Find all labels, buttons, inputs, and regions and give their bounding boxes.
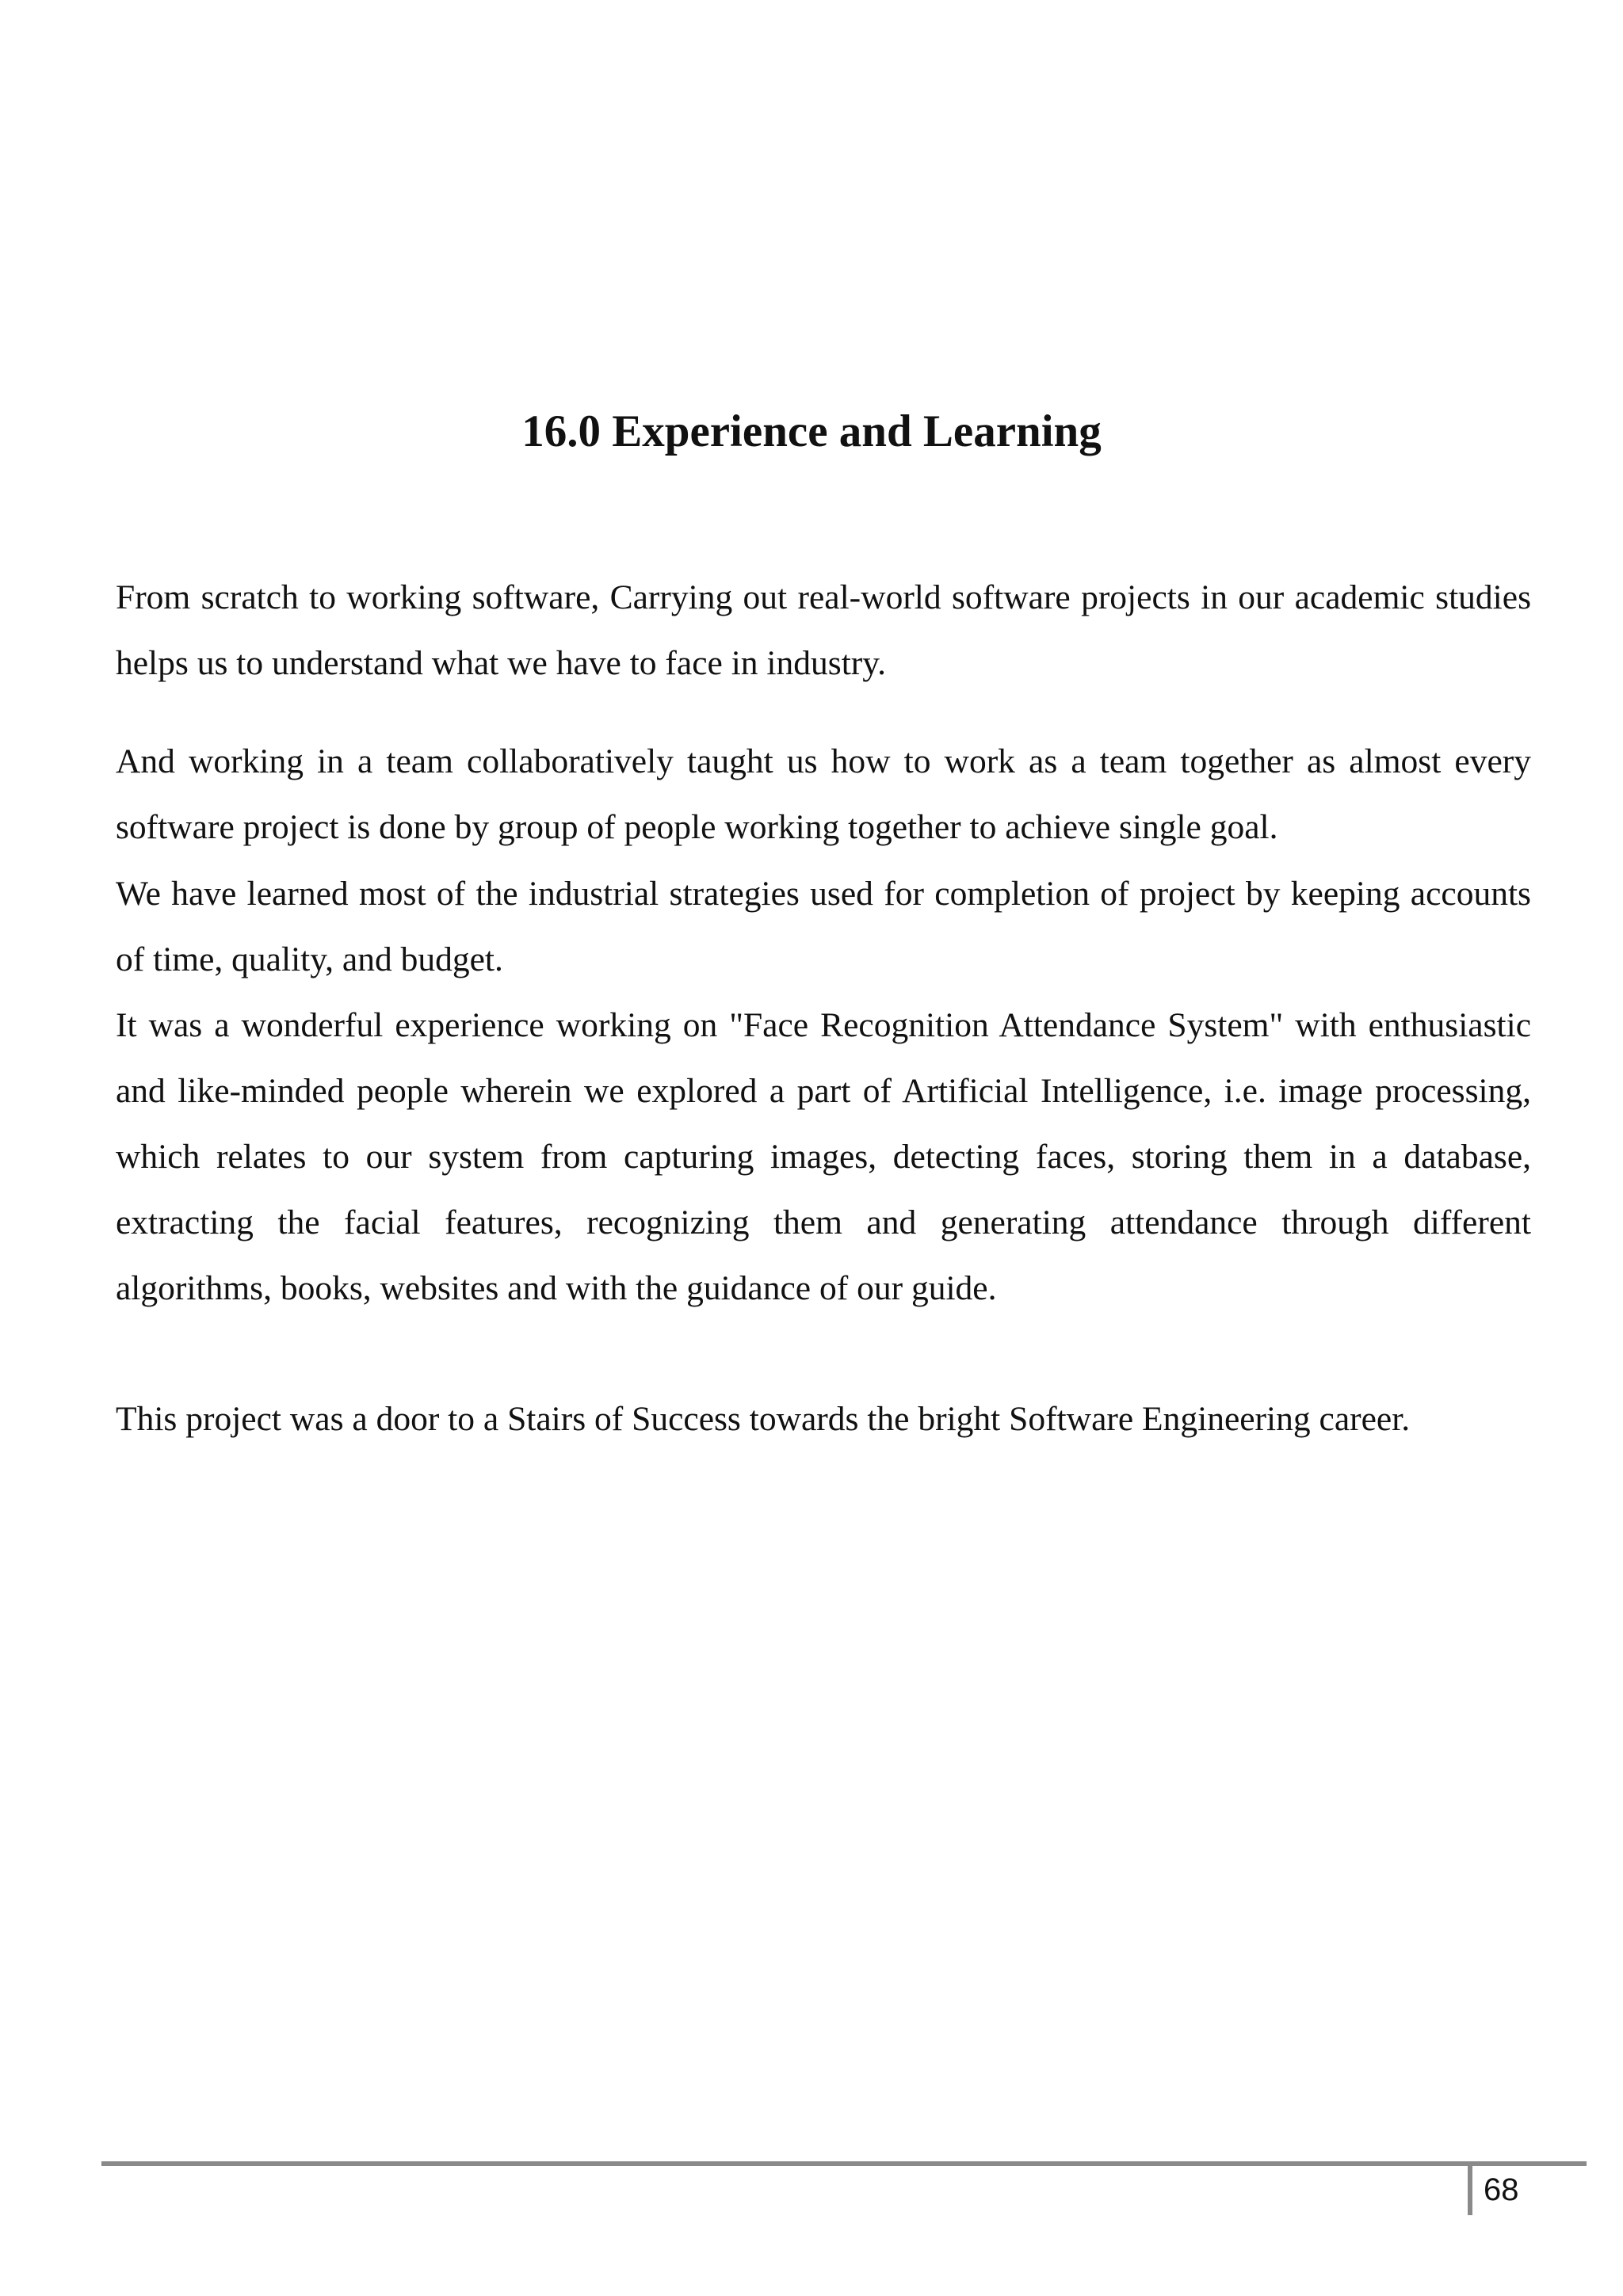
page-number-divider: [1468, 2166, 1472, 2215]
page-number: 68: [1484, 2172, 1519, 2207]
paragraph-experience: It was a wonderful experience working on "Face Recognition Attendance System" with enthusiastic and like-minded people wherein we explored a part of Artificial Intelligence, i.e. image processing, which relates to our system from capturing images, detecting faces, storing them in a database, extracting the facial features, recognizing them and generating attendance through different algorithms, books, websites and with the guidance of our guide.: [116, 1006, 1531, 1307]
footer-divider: [101, 2161, 1587, 2166]
paragraph-teamwork: And working in a team collaboratively taught us how to work as a team together as almost every software project is done by group of people working together to achieve single goal.: [116, 742, 1531, 846]
paragraph-conclusion: This project was a door to a Stairs of Success towards the bright Software Engineering career.: [116, 1400, 1411, 1438]
paragraph-intro: From scratch to working software, Carrying out real-world software projects in our academic studies helps us to understand what we have to face in industry.: [116, 578, 1531, 682]
paragraph-strategies: We have learned most of the industrial strategies used for completion of project by keeping accounts of time, quality, and budget.: [116, 875, 1531, 978]
section-heading: 16.0 Experience and Learning: [521, 406, 1102, 456]
